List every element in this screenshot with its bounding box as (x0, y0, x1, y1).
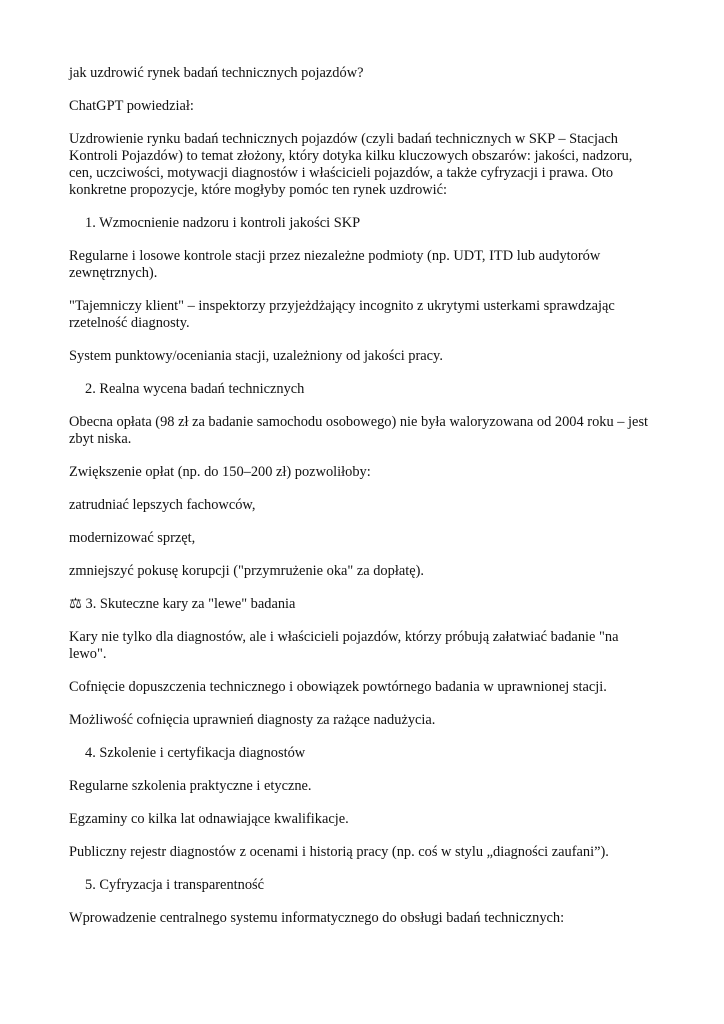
question-text: jak uzdrowić rynek badań technicznych pojazdów? (69, 65, 364, 81)
document-body (69, 65, 659, 943)
section-heading-3: ⚖ 3. Skuteczne kary za "lewe" badania (69, 596, 296, 612)
section-heading-2: 2. Realna wycena badań technicznych (85, 381, 305, 397)
paragraph: "Tajemniczy klient" – inspektorzy przyjeżdżający incognito z ukrytymi usterkami sprawdzając rzetelność diagnosty. (69, 298, 615, 331)
intro-paragraph: Uzdrowienie rynku badań technicznych pojazdów (czyli badań technicznych w SKP – Stacjach Kontroli Pojazdów) to temat złożony, który dotyka kilku kluczowych obszarów: jakości, nadzoru, cen, uczciwości, motywacji diagnostów i właścicieli pojazdów, a także cyfryzacji i prawa. Oto konkretne propozycje, które mogłyby pomóc ten rynek uzdrowić: (69, 131, 633, 198)
paragraph: Możliwość cofnięcia uprawnień diagnosty za rażące nadużycia. (69, 712, 436, 728)
section-heading-5: 5. Cyfryzacja i transparentność (85, 877, 265, 893)
section-heading-1: 1. Wzmocnienie nadzoru i kontroli jakości SKP (85, 215, 361, 231)
speaker-label: ChatGPT powiedział: (69, 98, 194, 114)
paragraph: System punktowy/oceniania stacji, uzależniony od jakości pracy. (69, 348, 443, 364)
paragraph: Zwiększenie opłat (np. do 150–200 zł) pozwoliłoby: (69, 464, 371, 480)
paragraph: zmniejszyć pokusę korupcji ("przymrużenie oka" za dopłatę). (69, 563, 424, 579)
paragraph: Wprowadzenie centralnego systemu informatycznego do obsługi badań technicznych: (69, 910, 565, 926)
paragraph: Cofnięcie dopuszczenia technicznego i obowiązek powtórnego badania w uprawnionej stacji. (69, 679, 607, 695)
paragraph: Publiczny rejestr diagnostów z ocenami i historią pracy (np. coś w stylu „diagności zaufani”). (69, 844, 609, 860)
paragraph: zatrudniać lepszych fachowców, (69, 497, 256, 513)
paragraph: Egzaminy co kilka lat odnawiające kwalifikacje. (69, 811, 349, 827)
paragraph: Kary nie tylko dla diagnostów, ale i właścicieli pojazdów, którzy próbują załatwiać badanie "na lewo". (69, 629, 619, 662)
section-heading-4: 4. Szkolenie i certyfikacja diagnostów (85, 745, 306, 761)
paragraph: modernizować sprzęt, (69, 530, 196, 546)
paragraph: Obecna opłata (98 zł za badanie samochodu osobowego) nie była waloryzowana od 2004 roku – jest zbyt niska. (69, 414, 649, 447)
paragraph: Regularne i losowe kontrole stacji przez niezależne podmioty (np. UDT, ITD lub audytorów zewnętrznych). (69, 248, 601, 281)
paragraph: Regularne szkolenia praktyczne i etyczne. (69, 778, 312, 794)
